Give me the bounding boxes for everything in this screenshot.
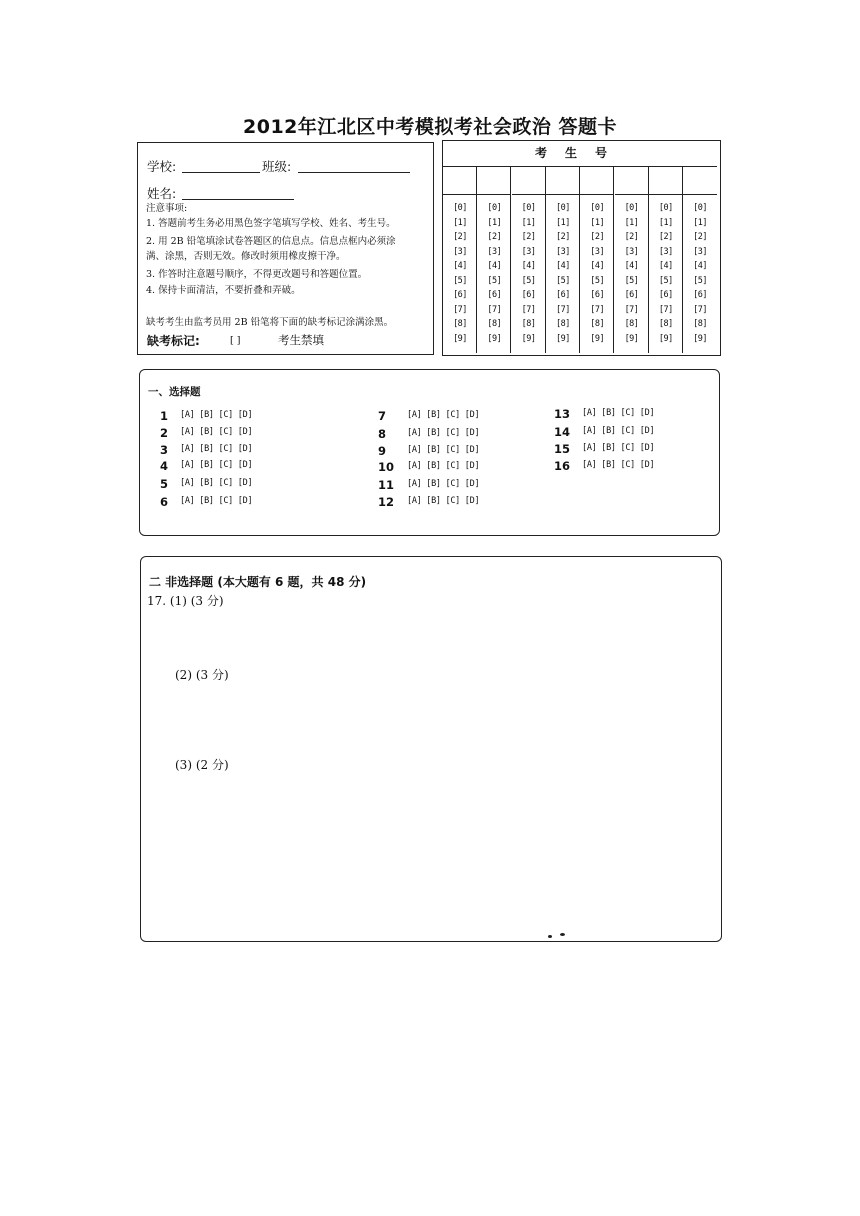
id-column — [580, 166, 614, 353]
id-digit-bubble[interactable]: [1] — [658, 217, 673, 228]
id-digit-bubble[interactable]: [4] — [658, 261, 673, 271]
answer-options[interactable]: [A] [B] [C] [D] — [407, 479, 480, 489]
answer-options[interactable]: [A] [B] [C] [D] — [582, 426, 655, 436]
id-digit-bubble[interactable]: [4] — [453, 261, 467, 271]
question-number: 10 — [378, 460, 395, 474]
scan-speck — [548, 935, 552, 938]
id-digit-bubble[interactable]: [9] — [590, 333, 605, 344]
id-digit-bubble[interactable]: [4] — [487, 261, 502, 271]
name-label: 姓名: — [147, 186, 177, 201]
id-digit-bubble[interactable]: [0] — [555, 203, 570, 213]
id-column — [477, 166, 511, 353]
q17-part3: (3) (2 分) — [175, 758, 229, 772]
question-number: 7 — [378, 409, 387, 423]
id-digit-bubble[interactable]: [8] — [590, 319, 605, 329]
id-digit-bubble[interactable]: [4] — [693, 261, 708, 271]
answer-options[interactable]: [A] [B] [C] [D] — [407, 461, 480, 471]
id-digit-write-cell[interactable] — [615, 166, 648, 195]
id-digit-write-cell[interactable] — [546, 166, 579, 195]
id-digit-bubble[interactable]: [5] — [453, 275, 467, 286]
answer-options[interactable]: [A] [B] [C] [D] — [180, 460, 253, 470]
q17-part1: 17. (1) (3 分) — [147, 594, 224, 608]
id-digit-bubble[interactable]: [9] — [453, 333, 467, 344]
id-digit-bubble[interactable]: [3] — [624, 246, 639, 257]
id-digit-bubble[interactable]: [4] — [555, 261, 570, 271]
id-digit-bubble[interactable]: [4] — [624, 261, 639, 271]
id-digit-write-cell[interactable] — [649, 166, 682, 195]
id-digit-bubble[interactable]: [0] — [658, 203, 673, 213]
id-digit-bubble[interactable]: [6] — [590, 290, 605, 300]
id-digit-bubble[interactable]: [2] — [453, 232, 467, 242]
nonchoice-heading: 二 非选择题 (本大题有 6 题，共 48 分) — [149, 575, 367, 589]
id-digit-bubble[interactable]: [6] — [521, 290, 536, 300]
id-digit-bubble[interactable]: [2] — [487, 232, 502, 242]
id-digit-bubble[interactable]: [8] — [555, 319, 570, 329]
absent-note: 缺考考生由监考员用 2B 铅笔将下面的缺考标记涂满涂黑。 — [146, 317, 394, 328]
id-digit-bubble[interactable]: [2] — [521, 232, 536, 242]
answer-options[interactable]: [A] [B] [C] [D] — [180, 478, 253, 488]
note-3: 3. 作答时注意题号顺序，不得更改题号和答题位置。 — [146, 269, 368, 280]
answer-options[interactable]: [A] [B] [C] [D] — [582, 460, 655, 470]
id-digit-bubble[interactable]: [5] — [624, 275, 639, 286]
answer-options[interactable]: [A] [B] [C] [D] — [180, 444, 253, 454]
question-number: 13 — [554, 407, 571, 421]
id-digit-write-cell[interactable] — [683, 166, 717, 195]
page-title: 2012年江北区中考模拟考社会政治 答题卡 — [243, 116, 617, 138]
id-digit-write-cell[interactable] — [580, 166, 613, 195]
id-digit-bubble[interactable]: [2] — [555, 232, 570, 242]
id-digit-bubble[interactable]: [0] — [590, 203, 605, 213]
id-digit-bubble[interactable]: [5] — [693, 275, 708, 286]
id-digit-write-cell[interactable] — [512, 166, 545, 195]
id-digit-bubble[interactable]: [6] — [555, 290, 570, 300]
id-digit-bubble[interactable]: [0] — [521, 203, 536, 213]
id-digit-bubble[interactable]: [8] — [693, 319, 708, 329]
id-digit-bubble[interactable]: [3] — [521, 246, 536, 257]
id-digit-bubble[interactable]: [1] — [521, 217, 536, 228]
question-number: 1 — [160, 409, 169, 423]
question-number: 5 — [160, 477, 169, 491]
id-digit-bubble[interactable]: [2] — [590, 232, 605, 242]
class-field[interactable] — [298, 172, 410, 173]
question-number: 9 — [378, 444, 387, 458]
id-digit-bubble[interactable]: [0] — [487, 203, 502, 213]
id-digit-write-cell[interactable] — [477, 166, 510, 195]
id-digit-bubble[interactable]: [1] — [693, 217, 708, 228]
school-field[interactable] — [182, 172, 260, 173]
id-digit-bubble[interactable]: [3] — [590, 246, 605, 257]
question-number: 11 — [378, 478, 395, 492]
id-digit-bubble[interactable]: [0] — [453, 203, 467, 213]
question-number: 12 — [378, 495, 395, 509]
answer-options[interactable]: [A] [B] [C] [D] — [180, 410, 253, 420]
id-digit-bubble[interactable]: [8] — [624, 319, 639, 329]
student-info-box — [137, 142, 434, 355]
question-number: 4 — [160, 459, 169, 473]
answer-options[interactable]: [A] [B] [C] [D] — [407, 445, 480, 455]
answer-options[interactable]: [A] [B] [C] [D] — [407, 496, 480, 506]
id-digit-bubble[interactable]: [2] — [693, 232, 708, 242]
id-digit-bubble[interactable]: [7] — [453, 304, 467, 315]
absent-hint: 考生禁填 — [278, 333, 324, 347]
id-digit-bubble[interactable]: [9] — [624, 333, 639, 344]
id-digit-bubble[interactable]: [5] — [521, 275, 536, 286]
id-digit-bubble[interactable]: [0] — [624, 203, 639, 213]
student-id-header: 考生号 — [443, 141, 717, 167]
id-digit-bubble[interactable]: [3] — [693, 246, 708, 257]
question-number: 8 — [378, 427, 387, 441]
id-digit-bubble[interactable]: [7] — [555, 304, 570, 315]
scan-speck — [560, 933, 565, 936]
id-digit-bubble[interactable]: [5] — [658, 275, 673, 286]
id-digit-bubble[interactable]: [1] — [487, 217, 502, 228]
answer-options[interactable]: [A] [B] [C] [D] — [582, 443, 655, 453]
student-id-grid — [442, 140, 721, 356]
id-digit-bubble[interactable]: [8] — [487, 319, 502, 329]
question-number: 15 — [554, 442, 571, 456]
id-column — [649, 166, 683, 353]
q17-part2: (2) (3 分) — [175, 668, 229, 682]
id-digit-bubble[interactable]: [2] — [624, 232, 639, 242]
id-digit-bubble[interactable]: [3] — [658, 246, 673, 257]
id-digit-bubble[interactable]: [9] — [487, 333, 502, 344]
absent-label: 缺考标记: — [147, 334, 200, 348]
id-digit-bubble[interactable]: [3] — [487, 246, 502, 257]
id-digit-bubble[interactable]: [6] — [624, 290, 639, 300]
id-digit-bubble[interactable]: [6] — [453, 290, 467, 300]
id-digit-bubble[interactable]: [1] — [453, 217, 467, 228]
id-digit-bubble[interactable]: [3] — [555, 246, 570, 257]
school-label: 学校: — [147, 159, 177, 174]
question-number: 16 — [554, 459, 571, 473]
id-digit-bubble[interactable]: [2] — [658, 232, 673, 242]
id-digit-bubble[interactable]: [9] — [658, 333, 673, 344]
question-number: 2 — [160, 426, 169, 440]
id-column — [512, 166, 546, 353]
id-digit-bubble[interactable]: [5] — [555, 275, 570, 286]
question-number: 14 — [554, 425, 571, 439]
notes-heading: 注意事项: — [146, 203, 188, 214]
id-digit-bubble[interactable]: [1] — [590, 217, 605, 228]
question-number: 6 — [160, 495, 169, 509]
id-digit-bubble[interactable]: [1] — [555, 217, 570, 228]
nonchoice-section — [140, 556, 722, 942]
answer-options[interactable]: [A] [B] [C] [D] — [407, 428, 480, 438]
answer-options[interactable]: [A] [B] [C] [D] — [180, 496, 253, 506]
id-column — [683, 166, 717, 353]
id-digit-bubble[interactable]: [8] — [658, 319, 673, 329]
id-digit-bubble[interactable]: [9] — [693, 333, 708, 344]
id-digit-bubble[interactable]: [7] — [693, 304, 708, 315]
id-digit-bubble[interactable]: [7] — [590, 304, 605, 315]
id-digit-write-cell[interactable] — [443, 166, 476, 195]
id-digit-bubble[interactable]: [9] — [521, 333, 536, 344]
name-field[interactable] — [182, 199, 294, 200]
id-column — [546, 166, 580, 353]
question-number: 3 — [160, 443, 169, 457]
note-4: 4. 保持卡面清洁，不要折叠和弄破。 — [146, 285, 301, 296]
choice-heading: 一、选择题 — [148, 386, 201, 398]
id-digit-bubble[interactable]: [7] — [658, 304, 673, 315]
id-digit-bubble[interactable]: [6] — [693, 290, 708, 300]
id-digit-bubble[interactable]: [7] — [487, 304, 502, 315]
answer-options[interactable]: [A] [B] [C] [D] — [407, 410, 480, 420]
note-2-cont: 满、涂黑，否则无效。修改时须用橡皮擦干净。 — [146, 251, 346, 262]
id-digit-bubble[interactable]: [6] — [658, 290, 673, 300]
id-digit-bubble[interactable]: [4] — [521, 261, 536, 271]
absent-checkbox[interactable]: [ ] — [230, 335, 241, 346]
id-digit-bubble[interactable]: [7] — [624, 304, 639, 315]
id-digit-bubble[interactable]: [4] — [590, 261, 605, 271]
id-column — [615, 166, 649, 353]
id-digit-bubble[interactable]: [8] — [453, 319, 467, 329]
id-column — [443, 166, 477, 353]
choice-section — [139, 369, 720, 536]
id-digit-bubble[interactable]: [8] — [521, 319, 536, 329]
note-1: 1. 答题前考生务必用黑色签字笔填写学校、姓名、考生号。 — [146, 218, 396, 229]
answer-options[interactable]: [A] [B] [C] [D] — [582, 408, 655, 418]
note-2: 2. 用 2B 铅笔填涂试卷答题区的信息点。信息点框内必须涂 — [146, 236, 396, 247]
id-digit-bubble[interactable]: [5] — [487, 275, 502, 286]
answer-options[interactable]: [A] [B] [C] [D] — [180, 427, 253, 437]
id-digit-bubble[interactable]: [6] — [487, 290, 502, 300]
id-digit-bubble[interactable]: [3] — [453, 246, 467, 257]
id-digit-bubble[interactable]: [1] — [624, 217, 639, 228]
id-digit-bubble[interactable]: [9] — [555, 333, 570, 344]
id-digit-bubble[interactable]: [0] — [693, 203, 708, 213]
id-digit-bubble[interactable]: [5] — [590, 275, 605, 286]
id-digit-bubble[interactable]: [7] — [521, 304, 536, 315]
class-label: 班级: — [262, 159, 292, 174]
